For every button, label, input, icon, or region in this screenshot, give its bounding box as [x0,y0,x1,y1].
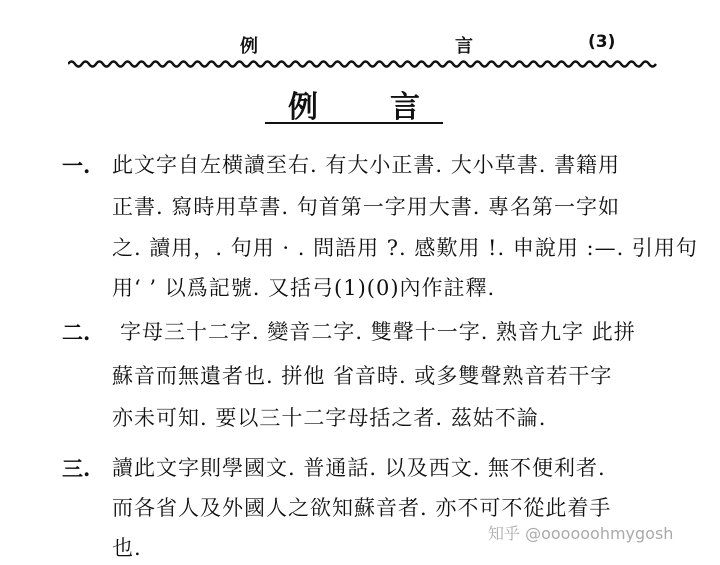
item-2-line-3: 亦未可知. 要以三十二字母括之者. 茲姑不論. [112,406,547,430]
item-2-line-1: 字母三十二字. 變音二字. 雙聲十一字. 熟音九字 此拼 [120,320,636,344]
watermark: 知乎 @oooooohmygosh [488,524,674,543]
item-3-line-2: 而各省人及外國人之欲知蘇音者. 亦不可不從此着手 [112,496,612,520]
item-3-line-3: 也. [112,536,142,560]
section-title-char-1: 例 [288,90,320,125]
section-title [252,82,452,125]
running-header-right: 言 [455,36,473,57]
item-1-line-4: 用‘ ’ 以爲記號. 又括弓(1)(0)內作註釋. [112,276,496,300]
item-1-line-3: 之. 讀用，. 句用 · . 問語用 ?. 感歎用 !. 申說用 :—. 引用句 [112,236,698,260]
item-1-line-2: 正書. 寫時用草書. 句首第一字用大書. 專名第一字如 [112,195,621,219]
page-number: (3) [588,32,616,52]
item-1-number: 一. [62,153,91,178]
running-header-left: 例 [240,36,258,57]
title-underline [265,122,443,124]
wavy-rule [68,58,658,70]
item-3-number: 三. [62,456,91,481]
item-3-line-1: 讀此文字則學國文. 普通話. 以及西文. 無不便利者. [112,456,606,480]
item-2-line-2: 蘇音而無遺者也. 拼他 省音時. 或多雙聲熟音若干字 [112,364,613,388]
item-1-line-1: 此文字自左横讀至右. 有大小正書. 大小草書. 書籍用 [112,153,621,177]
section-title-char-2: 言 [390,90,420,125]
item-2-number: 二. [62,320,91,345]
